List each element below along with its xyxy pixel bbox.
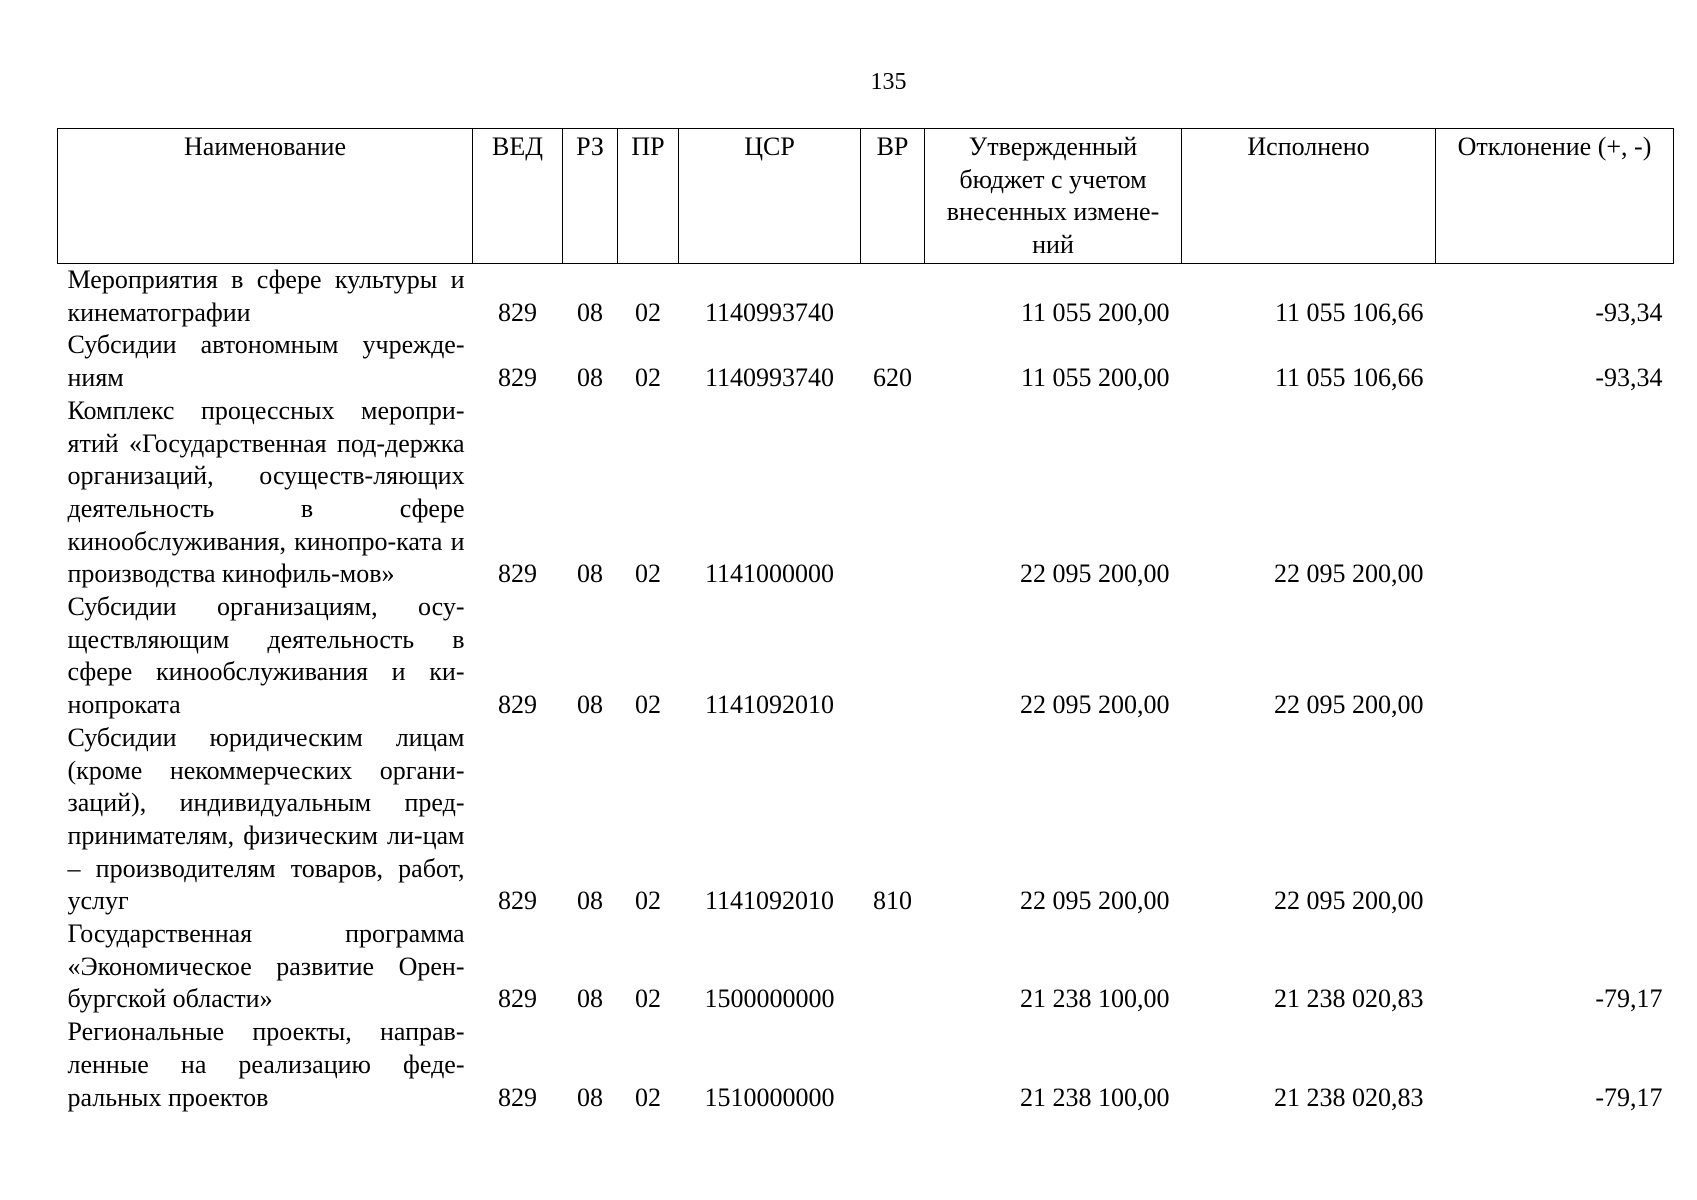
row-approved: 22 095 200,00 bbox=[1020, 886, 1170, 916]
header-deviation: Отклонение (+, -) bbox=[1436, 129, 1674, 264]
row-ved: 829 bbox=[498, 984, 537, 1014]
row-pr: 02 bbox=[635, 559, 661, 589]
row-name: Субсидии юридическим лицам (кроме некоммерческих органи-заций), индивидуальным пред-принимателям, физическим ли-цам – производителям товаров, работ, услуг bbox=[67, 722, 465, 916]
row-approved: 22 095 200,00 bbox=[1020, 690, 1170, 720]
row-name: Региональные проекты, направ-ленные на реализацию феде-ральных проектов bbox=[67, 1017, 465, 1112]
row-executed: 22 095 200,00 bbox=[1274, 886, 1424, 916]
row-name: Субсидии автономным учрежде-ниям bbox=[67, 330, 465, 393]
row-executed: 21 238 020,83 bbox=[1274, 984, 1424, 1014]
row-pr: 02 bbox=[635, 1082, 661, 1112]
table-body bbox=[58, 264, 1674, 1115]
row-executed: 21 238 020,83 bbox=[1274, 1082, 1424, 1112]
row-approved: 11 055 200,00 bbox=[1020, 363, 1170, 393]
row-pr: 02 bbox=[635, 363, 661, 393]
row-pr: 02 bbox=[635, 886, 661, 916]
row-rz: 08 bbox=[577, 886, 603, 916]
row-ved: 829 bbox=[498, 886, 537, 916]
row-executed: 11 055 106,66 bbox=[1274, 363, 1424, 393]
row-rz: 08 bbox=[577, 984, 603, 1014]
row-deviation bbox=[1436, 722, 1674, 918]
row-rz: 08 bbox=[577, 690, 603, 720]
page-number: 135 bbox=[870, 69, 907, 95]
row-vr bbox=[861, 395, 925, 591]
row-executed: 22 095 200,00 bbox=[1274, 559, 1424, 589]
row-name: Государственная программа «Экономическое развитие Орен-бургской области» bbox=[67, 919, 465, 1014]
row-rz: 08 bbox=[577, 559, 603, 589]
row-ved: 829 bbox=[498, 690, 537, 720]
table-row bbox=[58, 591, 1674, 722]
row-rz: 08 bbox=[577, 1082, 603, 1112]
row-approved: 21 238 100,00 bbox=[1020, 1082, 1170, 1112]
row-deviation bbox=[1436, 591, 1674, 722]
row-deviation bbox=[1436, 395, 1674, 591]
row-rz: 08 bbox=[577, 297, 603, 327]
row-csr: 1140993740 bbox=[704, 297, 835, 327]
table-row bbox=[58, 395, 1674, 591]
row-csr: 1140993740 bbox=[704, 363, 835, 393]
row-ved: 829 bbox=[498, 1082, 537, 1112]
row-csr: 1141092010 bbox=[704, 886, 835, 916]
row-csr: 1141092010 bbox=[704, 690, 835, 720]
row-vr bbox=[861, 264, 925, 330]
row-approved: 21 238 100,00 bbox=[1020, 984, 1170, 1014]
row-vr: 620 bbox=[873, 363, 912, 393]
row-csr: 1500000000 bbox=[704, 984, 835, 1014]
header-ved: ВЕД bbox=[473, 129, 563, 264]
budget-table bbox=[57, 128, 1674, 1114]
row-approved: 22 095 200,00 bbox=[1020, 559, 1170, 589]
header-name: Наименование bbox=[58, 129, 473, 264]
row-name: Субсидии организациям, осу-ществляющим деятельность в сфере кинообслуживания и ки-нопроката bbox=[67, 592, 465, 720]
header-approved: Утвержденный бюджет с учетом внесенных измене-ний bbox=[925, 129, 1182, 264]
row-pr: 02 bbox=[635, 984, 661, 1014]
row-ved: 829 bbox=[498, 297, 537, 327]
row-deviation: -79,17 bbox=[1595, 984, 1663, 1014]
row-executed: 11 055 106,66 bbox=[1274, 297, 1424, 327]
row-name: Комплекс процессных меропри-ятий «Государственная под-держка организаций, осуществ-ляющих деятельность в сфере кинообслуживания, кинопро-ката и производства кинофиль-мов» bbox=[67, 395, 465, 589]
row-pr: 02 bbox=[635, 690, 661, 720]
row-deviation: -93,34 bbox=[1595, 363, 1663, 393]
header-pr: ПР bbox=[618, 129, 679, 264]
table-row bbox=[58, 264, 1674, 330]
row-vr bbox=[861, 1016, 925, 1114]
row-vr bbox=[861, 591, 925, 722]
header-executed: Исполнено bbox=[1182, 129, 1436, 264]
row-deviation: -79,17 bbox=[1595, 1082, 1663, 1112]
row-csr: 1510000000 bbox=[704, 1082, 835, 1112]
row-rz: 08 bbox=[577, 363, 603, 393]
row-executed: 22 095 200,00 bbox=[1274, 690, 1424, 720]
table-row bbox=[58, 918, 1674, 1016]
row-csr: 1141000000 bbox=[704, 559, 835, 589]
table-header bbox=[58, 129, 1674, 264]
table-row bbox=[58, 1016, 1674, 1114]
header-vr: ВР bbox=[861, 129, 925, 264]
row-approved: 11 055 200,00 bbox=[1020, 297, 1170, 327]
row-ved: 829 bbox=[498, 363, 537, 393]
table-row bbox=[58, 722, 1674, 918]
row-vr: 810 bbox=[873, 886, 912, 916]
row-name: Мероприятия в сфере культуры и кинематографии bbox=[67, 265, 465, 327]
row-ved: 829 bbox=[498, 559, 537, 589]
row-vr bbox=[861, 918, 925, 1016]
row-pr: 02 bbox=[635, 297, 661, 327]
table-row bbox=[58, 329, 1674, 394]
header-csr: ЦСР bbox=[679, 129, 861, 264]
row-deviation: -93,34 bbox=[1595, 297, 1663, 327]
header-rz: РЗ bbox=[563, 129, 618, 264]
